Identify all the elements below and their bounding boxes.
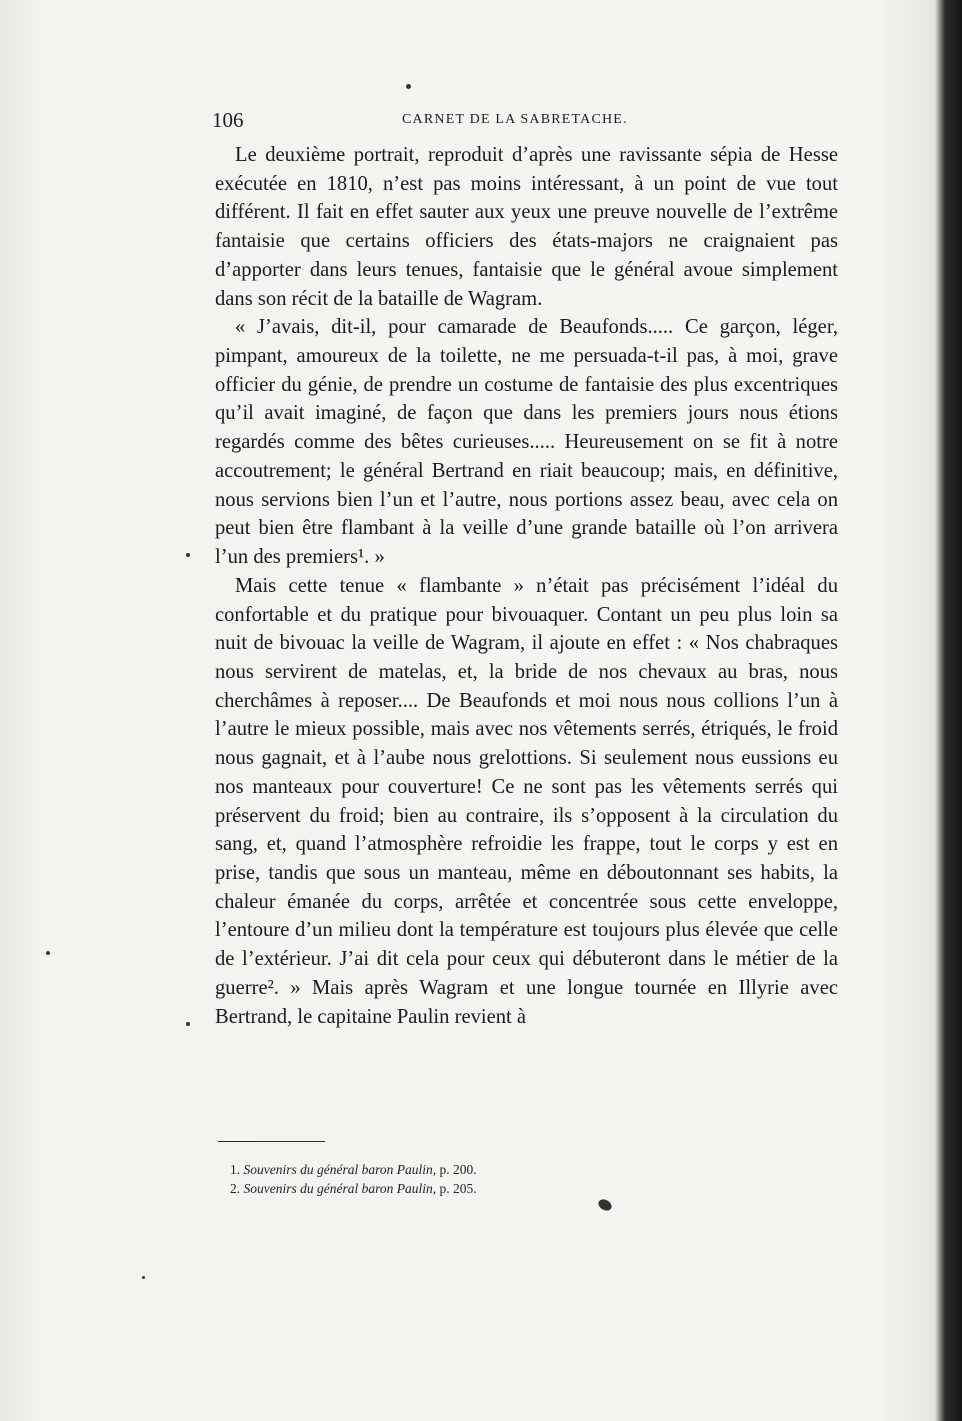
- paragraph: Mais cette tenue « flambante » n’était pas précisément l’idéal du confortable et du pratique pour bivouaquer. Contant un peu plus loin sa nuit de bivouac la veille de Wagram, il ajoute en effet : « Nos chabraques nous servirent de matelas, et, la bride de nos chevaux au bras, nous cherchâmes à reposer.... De Beaufonds et moi nous nous collions l’un à l’autre le mieux possible, mais avec nos vêtements serrés, étriqués, le froid nous gagnait, et à l’aube nous grelottions. Si seulement nous eussions eu nos manteaux pour couverture! Ce ne sont pas les vêtements serrés qui préservent du froid; bien au contraire, ils s’opposent à la circulation du sang, et, quand l’atmosphère refroidie les frappe, tout le corps y est en prise, tandis que sous un manteau, même en déboutonnant ses habits, la chaleur émanée du corps, arrêtée et concentrée sous cette enveloppe, l’entoure d’un milieu dont la température est toujours plus élevée que celle de l’extérieur. J’ai dit cela pour ceux qui débuteront dans le métier de la guerre². » Mais après Wagram et une longue tournée en Illyrie avec Bertrand, le capitaine Paulin revient à: [215, 574, 838, 1028]
- ink-speck: [46, 951, 50, 955]
- footnote-title: Souvenirs du général baron Paulin,: [243, 1162, 437, 1177]
- footnote: [230, 1160, 830, 1179]
- page-header: [212, 108, 838, 134]
- footnote-title: Souvenirs du général baron Paulin,: [243, 1181, 437, 1196]
- running-head: CARNET DE LA SABRETACHE.: [402, 112, 628, 127]
- footnote-number: 2.: [230, 1181, 241, 1196]
- footnote-page: p. 200.: [439, 1162, 477, 1177]
- ink-speck: [142, 1276, 145, 1279]
- ink-speck: [186, 1022, 190, 1026]
- footnote-rule: [218, 1141, 325, 1142]
- ink-speck: [596, 1197, 613, 1213]
- footnote-page: p. 205.: [439, 1181, 477, 1196]
- paragraph: « J’avais, dit-il, pour camarade de Beaufonds..... Ce garçon, léger, pimpant, amoureux de la toilette, ne me persuada-t-il pas, à moi, grave officier du génie, de prendre un costume de fantaisie des plus excentriques qu’il avait imaginé, de façon que dans les premiers jours nous étions regardés comme des bêtes curieuses..... Heureusement on se fit à notre accoutrement; le général Bertrand en riait beaucoup; mais, en définitive, nous servions bien l’un et l’autre, nous portions assez beau, avec cela on peut bien être flambant à la veille d’une grande bataille où l’on arrivera l’un des premiers¹. »: [215, 316, 838, 569]
- footnote: [230, 1179, 830, 1198]
- footnotes: [230, 1160, 830, 1198]
- footnote-number: 1.: [230, 1162, 241, 1177]
- body-text: [215, 141, 838, 1031]
- ink-speck: [406, 84, 411, 89]
- page-number: 106: [212, 108, 244, 132]
- paragraph: Le deuxième portrait, reproduit d’après une ravissante sépia de Hesse exécutée en 1810, n’est pas moins intéressant, à un point de vue tout différent. Il fait en effet sauter aux yeux une preuve nouvelle de l’extrême fantaisie que certains officiers des états-majors ne craignaient pas d’apporter dans leurs tenues, fantaisie que le général avoue simplement dans son récit de la bataille de Wagram.: [215, 144, 838, 310]
- ink-speck: [186, 553, 190, 557]
